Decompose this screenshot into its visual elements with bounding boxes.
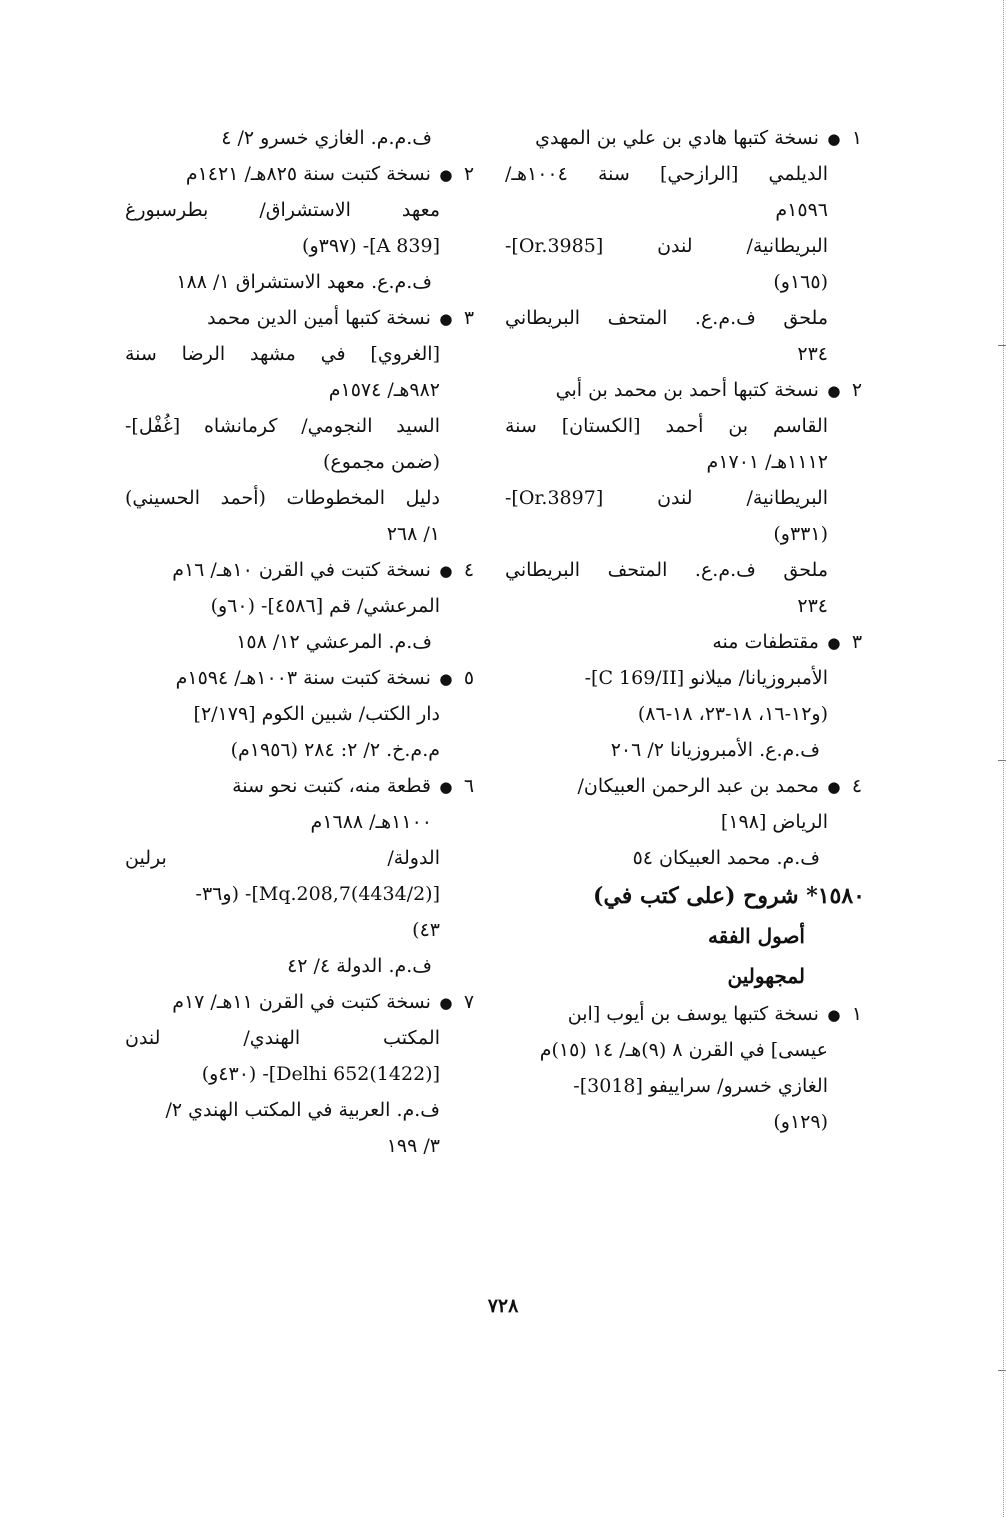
entry-line: ف.م. المرعشي ١٢/ ١٥٨	[236, 631, 432, 653]
bullet-icon: ●	[439, 670, 453, 688]
entry-number: ٢	[851, 379, 863, 401]
entry-line	[505, 120, 865, 156]
entry-line: ملحق ف.م.ع. المتحف البريطاني	[505, 307, 828, 329]
entry-text: نسخة كتبها يوسف بن أيوب [ابن	[567, 1003, 819, 1025]
entry-line: ٣/ ١٩٩	[386, 1135, 440, 1157]
entry-number: ٤	[851, 775, 863, 797]
entry-line: (ضمن مجموع)	[322, 451, 440, 473]
entry-line	[125, 156, 477, 192]
entry-line: ف.م.م. الغازي خسرو ٢/ ٤	[221, 127, 432, 149]
entry-line: (١٦٥و)	[773, 271, 828, 293]
entry-line: دليل المخطوطات (أحمد الحسيني)	[125, 487, 440, 509]
entry-line: المرعشي/ قم [٤٥٨٦]- (٦٠و)	[210, 595, 440, 617]
entry-line: (١٢٩و)	[773, 1111, 828, 1133]
entry-line: ف.م. الدولة ٤/ ٤٢	[287, 955, 432, 977]
entry-line: ٤٣)	[412, 919, 440, 941]
entry-number: ١	[851, 127, 863, 149]
entry-text: قطعة منه، كتبت نحو سنة	[232, 775, 431, 797]
bullet-icon: ●	[827, 634, 841, 652]
entry-line: ٩٨٢هـ/ ١٥٧٤م	[328, 379, 440, 401]
entry-number: ٣	[851, 631, 863, 653]
entry-line: الأمبروزيانا/ ميلانو [C 169/II]-	[584, 667, 828, 689]
entry-line: الرياض [١٩٨]	[720, 811, 828, 833]
entry-text: نسخة كتبها أمين الدين محمد	[207, 307, 431, 329]
section-subheading: أصول الفقه	[708, 924, 805, 948]
entry-line: ٢٣٤	[797, 595, 828, 617]
entry-line: ف.م. العربية في المكتب الهندي ٢/	[165, 1099, 440, 1121]
entry-line: دار الكتب/ شبين الكوم [٢/١٧٩]	[193, 703, 440, 725]
right-column	[505, 120, 865, 1140]
entry-line	[505, 624, 865, 660]
entry-number: ٣	[463, 307, 475, 329]
entry-line: ف.م.ع. معهد الاستشراق ١/ ١٨٨	[176, 271, 432, 293]
entry-line	[125, 984, 477, 1020]
bullet-icon: ●	[439, 310, 453, 328]
entry-line: عيسى] في القرن ٨ (٩)هـ/ ١٤ (١٥)م	[539, 1039, 828, 1061]
bullet-icon: ●	[827, 130, 841, 148]
section-heading: ١٥٨٠* شروح (على كتب في)	[593, 883, 865, 909]
bullet-icon: ●	[439, 562, 453, 580]
entry-number: ١	[851, 1003, 863, 1025]
entry-line: ١/ ٢٦٨	[386, 523, 440, 545]
entry-number: ٤	[463, 559, 475, 581]
entry-line: القاسم بن أحمد [الكستان] سنة	[505, 415, 828, 437]
entry-text: نسخة كتبها أحمد بن محمد بن أبي	[555, 379, 819, 401]
entry-number: ٥	[463, 667, 475, 689]
page-edge-dotted-line	[1001, 0, 1004, 1517]
entry-text: نسخة كتبت في القرن ١١هـ/ ١٧م	[172, 991, 431, 1013]
bullet-icon: ●	[439, 778, 453, 796]
entry-line	[505, 768, 865, 804]
entry-line	[505, 996, 865, 1032]
bullet-icon: ●	[827, 382, 841, 400]
left-column	[125, 120, 477, 1164]
entry-number: ٧	[463, 991, 475, 1013]
entry-line: [A 839]- (٣٩٧و)	[302, 235, 440, 257]
entry-line: ١١١٢هـ/ ١٧٠١م	[706, 451, 828, 473]
entry-line	[505, 372, 865, 408]
entry-line: م.م.خ. ٢/ ٢: ٢٨٤ (١٩٥٦م)	[230, 739, 440, 761]
entry-line: الدولة/ برلين	[125, 847, 440, 869]
entry-line: ف.م.ع. الأمبروزيانا ٢/ ٢٠٦	[610, 739, 820, 761]
entry-line: الغازي خسرو/ سراييفو [3018]-	[573, 1075, 828, 1097]
entry-line: ١١٠٠هـ/ ١٦٨٨م	[310, 811, 432, 833]
entry-line: ١٥٩٦م	[775, 199, 828, 221]
entry-line	[125, 552, 477, 588]
entry-text: نسخة كتبت سنة ٨٢٥هـ/ ١٤٢١م	[185, 163, 431, 185]
page-edge-tick	[998, 760, 1006, 761]
entry-line: (و١٢-١٦، ١٨-٢٣، ١٨-٨٦)	[637, 703, 828, 725]
entry-text: محمد بن عبد الرحمن العبيكان/	[577, 775, 819, 797]
entry-line: ٢٣٤	[797, 343, 828, 365]
entry-line: البريطانية/ لندن [Or.3897]-	[505, 487, 828, 509]
entry-line: [Mq.208,7(4434/2)]- (و٣٦-	[195, 883, 440, 905]
entry-line: معهد الاستشراق/ بطرسبورغ	[125, 199, 440, 221]
entry-line	[125, 300, 477, 336]
page-edge-tick	[998, 1370, 1006, 1371]
bullet-icon: ●	[439, 994, 453, 1012]
section-subheading: لمجهولين	[727, 964, 805, 988]
entry-line: (٣٣١و)	[773, 523, 828, 545]
entry-text: مقتطفات منه	[712, 631, 819, 653]
entry-line: البريطانية/ لندن [Or.3985]-	[505, 235, 828, 257]
entry-line: [الغروي] في مشهد الرضا سنة	[125, 343, 440, 365]
entry-text: نسخة كتبت سنة ١٠٠٣هـ/ ١٥٩٤م	[175, 667, 431, 689]
entry-text: نسخة كتبت في القرن ١٠هـ/ ١٦م	[172, 559, 431, 581]
entry-line	[125, 660, 477, 696]
entry-line: ف.م. محمد العبيكان ٥٤	[632, 847, 820, 869]
entry-line: السيد النجومي/ كرمانشاه [غُفْل]-	[125, 415, 440, 437]
entry-text: نسخة كتبها هادي بن علي بن المهدي	[535, 127, 819, 149]
bullet-icon: ●	[439, 166, 453, 184]
entry-line: [Delhi 652(1422)]- (٤٣٠و)	[201, 1063, 440, 1085]
entry-line: ملحق ف.م.ع. المتحف البريطاني	[505, 559, 828, 581]
page-number: ٧٢٨	[487, 1295, 519, 1317]
entry-line: المكتب الهندي/ لندن	[125, 1027, 440, 1049]
entry-line: الديلمي [الرازحي] سنة ١٠٠٤هـ/	[505, 163, 828, 185]
entry-line	[125, 768, 477, 804]
page-edge-tick	[998, 345, 1006, 346]
entry-number: ٦	[463, 775, 475, 797]
bullet-icon: ●	[827, 1006, 841, 1024]
bullet-icon: ●	[827, 778, 841, 796]
entry-number: ٢	[463, 163, 475, 185]
